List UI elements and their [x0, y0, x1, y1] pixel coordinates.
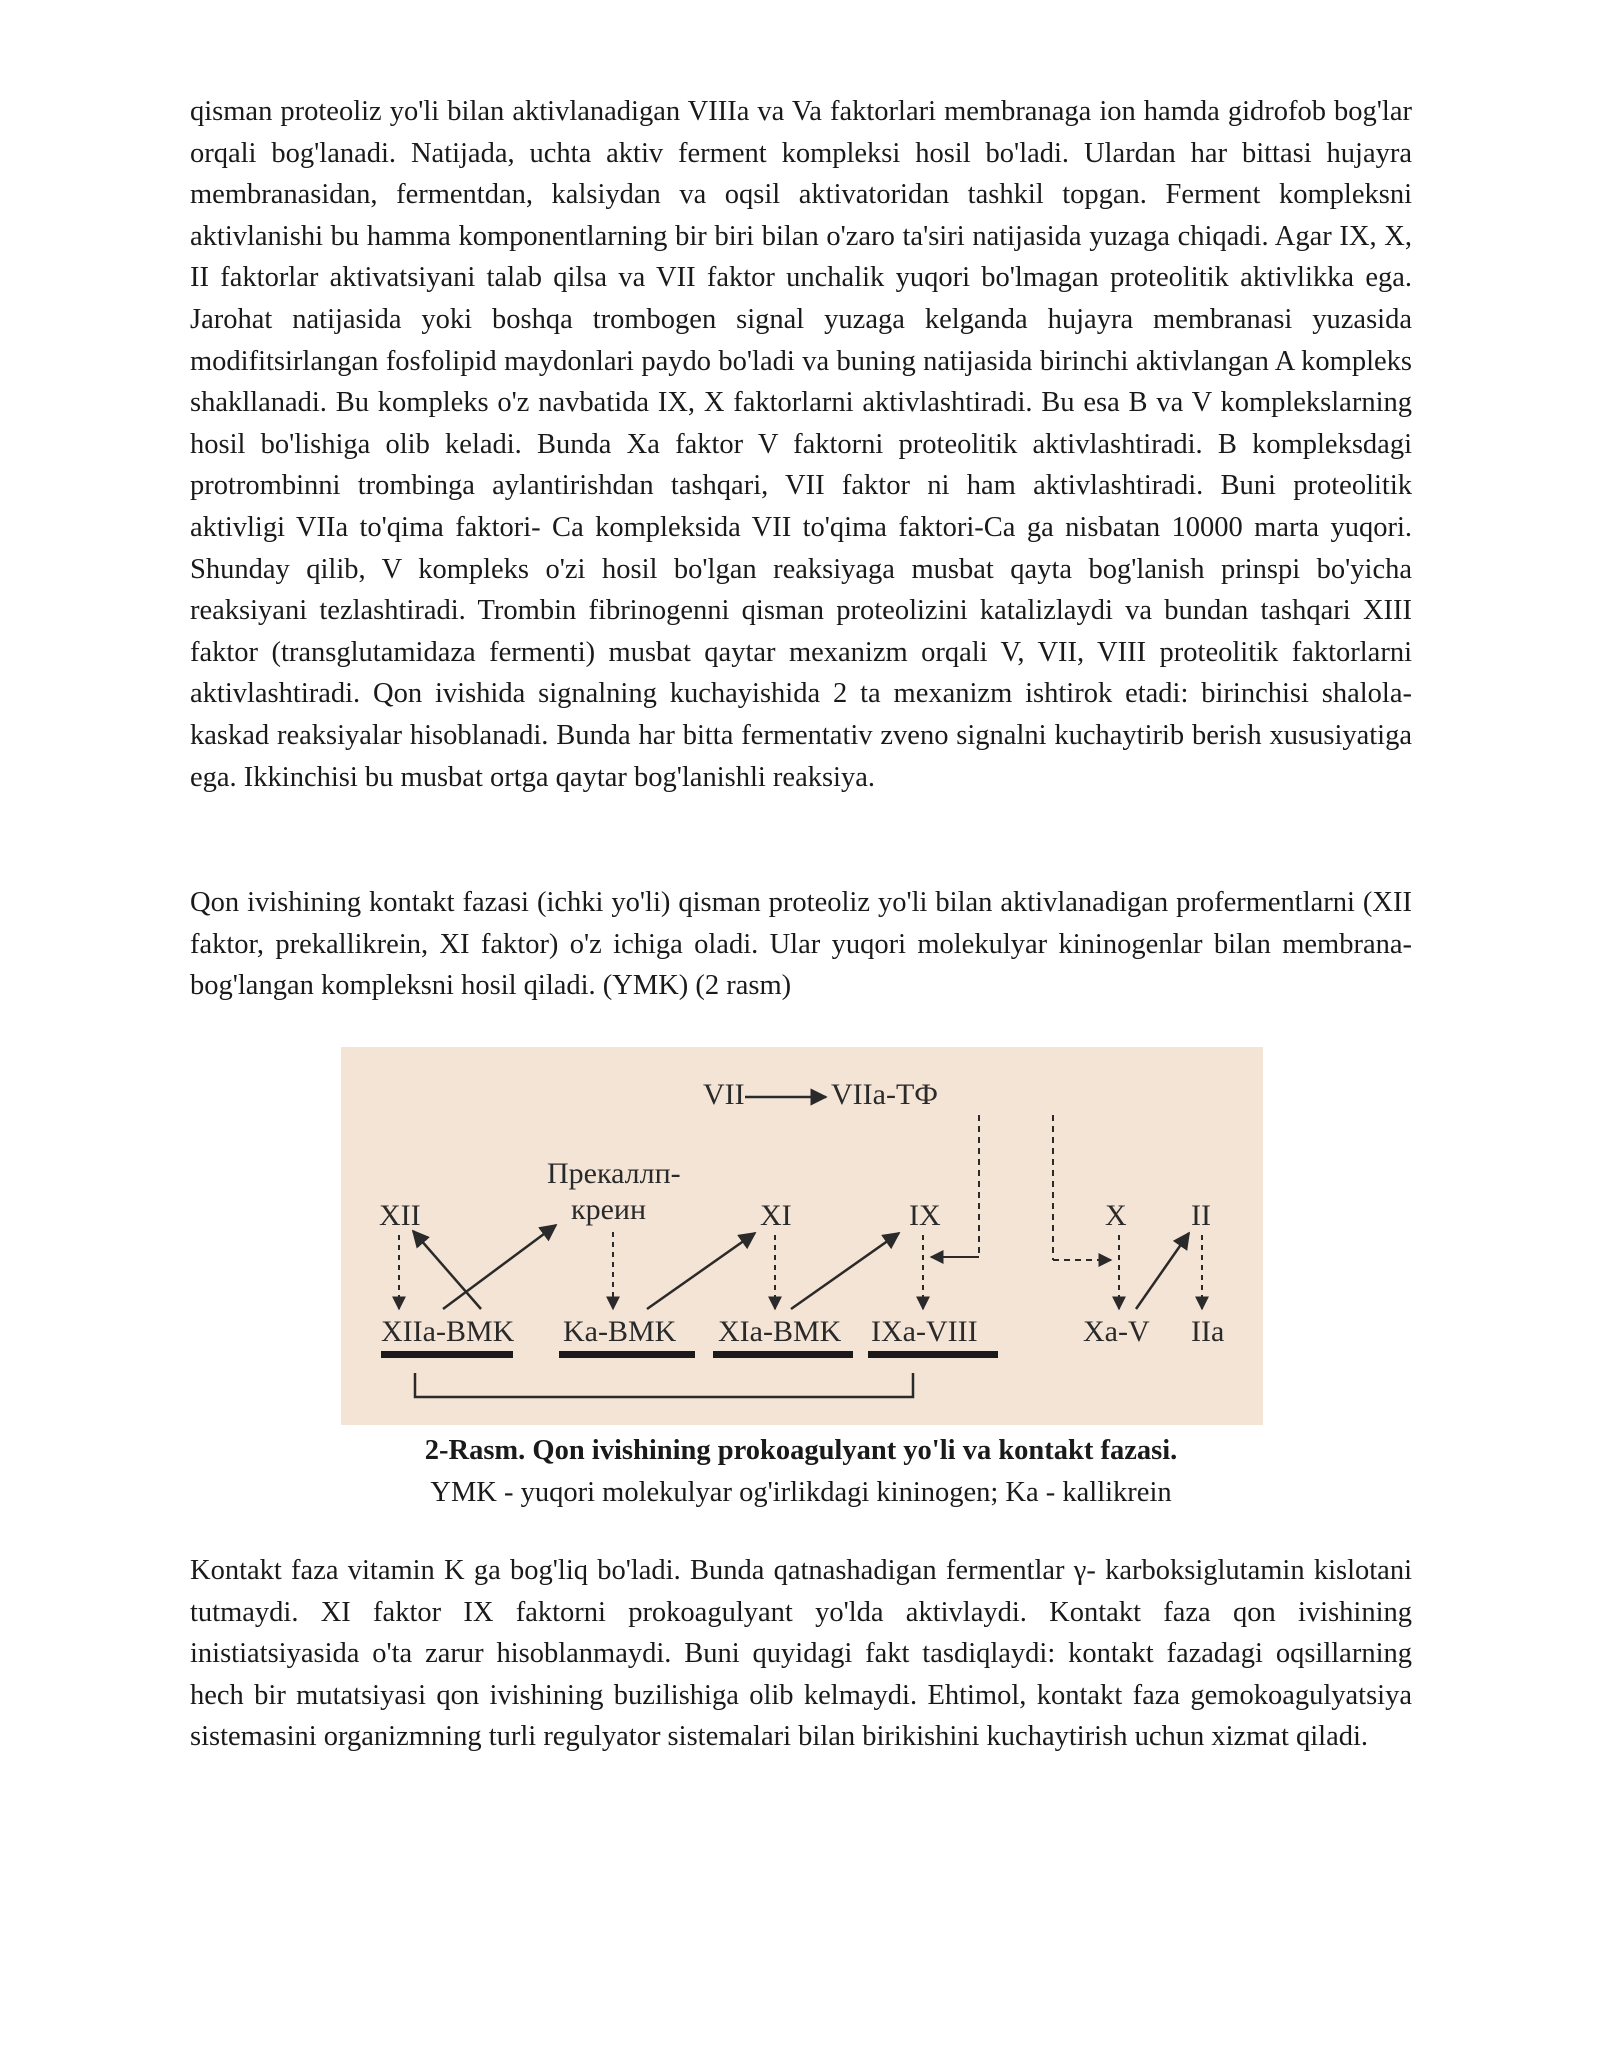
membrane-bar-xia: [713, 1351, 853, 1358]
paragraph-3: Kontakt faza vitamin K ga bog'liq bo'ladi. Bunda qatnashadigan fermentlar γ- karboksiglutamin kislotani tutmaydi. XI faktor IX faktorni prokoagulyant yo'lda aktivlaydi. Kontakt faza qon ivishining inistiatsiyasida o'ta zarur hisoblanmaydi. Buni quyidagi fakt tasdiqlaydi: kontakt fazadagi oqsillarning hech bir mutatsiyasi qon ivishining buzilishiga olib kelmaydi. Ehtimol, kontakt faza gemokoagulyatsiya sistemasini organizmning turli regulyator sistemalari bilan birikishini kuchaytirish uchun xizmat qiladi.: [190, 1555, 1412, 1753]
label-xii: XII: [379, 1199, 421, 1232]
contact-phase-bracket: [415, 1373, 913, 1397]
arrow-to-ix: [791, 1233, 899, 1309]
coagulation-diagram: [341, 1047, 1263, 1425]
label-ii: II: [1191, 1199, 1211, 1232]
label-iia: IIa: [1191, 1315, 1225, 1348]
label-ka-bmk: Ka-BMK: [563, 1315, 677, 1348]
figure-caption-title: 2-Rasm. Qon ivishining prokoagulyant yo'li va kontakt fazasi.: [424, 1435, 1178, 1466]
label-prekallikrein-1: Прекаллп-: [547, 1157, 681, 1190]
label-vii: VII: [703, 1078, 745, 1111]
label-prekallikrein-2: креин: [571, 1193, 646, 1226]
label-ix: IX: [909, 1199, 941, 1232]
arrow-to-xi: [647, 1233, 755, 1309]
label-xa-v: Xa-V: [1083, 1315, 1150, 1348]
label-xia-bmk: XIa-BMK: [718, 1315, 842, 1348]
paragraph-1: qisman proteoliz yo'li bilan aktivlanadigan VIIIa va Va faktorlari membranaga ion hamda gidrofob bog'lar orqali bog'lanadi. Natijada, uchta aktiv ferment kompleksi hosil bo'ladi. Ulardan har bittasi hujayra membranasidan, fermentdan, kalsiydan va oqsil aktivatoridan tashkil topgan. Ferment kompleksni aktivlanishi bu hamma komponentlarning bir biri bilan o'zaro ta'siri natijasida yuzaga chiqadi. Agar IX, X, II faktorlar aktivatsiyani talab qilsa va VII faktor unchalik yuqori bo'lmagan proteolitik aktivlikka ega. Jarohat natijasida yoki boshqa trombogen signal yuzaga kelganda hujayra membranasi yuzasida modifitsirlangan fosfolipid maydonlari paydo bo'ladi va buning natijasida birinchi aktivlangan A kompleks shakllanadi. Bu kompleks o'z navbatida IX, X faktorlarni aktivlashtiradi. Bu esa B va V komplekslarning hosil bo'lishiga olib keladi. Bunda Xa faktor V faktorni proteolitik aktivlashtiradi. B kompleksdagi protrombinni trombinga aylantirishdan tashqari, VII faktor ni ham aktivlashtiradi. Buni proteolitik aktivligi VIIa to'qima faktori- Ca kompleksida VII to'qima faktori-Ca ga nisbatan 10000 marta yuqori. Shunday qilib, V kompleks o'zi hosil bo'lgan reaksiyaga musbat qayta bog'lanish prinspi bo'yicha reaksiyani tezlashtiradi. Trombin fibrinogenni qisman proteolizini katalizlaydi va bundan tashqari XIII faktor (transglutamidaza fermenti) musbat qaytar mexanizm orqali V, VII, VIII proteolitik faktorlarni aktivlashtiradi. Qon ivishida signalning kuchayishida 2 ta mexanizm ishtirok etadi: birinchisi shalola-kaskad reaksiyalar hisoblanadi. Bunda har bitta fermentativ zveno signalni kuchaytirib berish xususiyatiga ega. Ikkinchisi bu musbat ortga qaytar bog'lanishli reaksiya.: [190, 96, 1412, 793]
label-ixa-viii: IXa-VIII: [871, 1315, 978, 1348]
label-viia-tf: VIIa-TФ: [831, 1078, 938, 1111]
paragraph-2: Qon ivishining kontakt fazasi (ichki yo'li) qisman proteoliz yo'li bilan aktivlanadigan profermentlarni (XII faktor, prekallikrein, XI faktor) o'z ichiga oladi. Ular yuqori molekulyar kininogenlar bilan membrana-bog'langan kompleksni hosil qiladi. (YMK) (2 rasm): [190, 887, 1412, 1002]
membrane-bar-ka: [559, 1351, 695, 1358]
label-xiia-bmk: XIIa-BMK: [381, 1315, 515, 1348]
label-x: X: [1105, 1199, 1127, 1232]
arrow-xa-activates-ii: [1136, 1233, 1189, 1309]
figure-caption-subtitle: YMK - yuqori molekulyar og'irlikdagi kininogen; Ka - kallikrein: [430, 1477, 1172, 1508]
arrow-ka-activates-xii: [413, 1231, 481, 1309]
membrane-bar-xiia: [381, 1351, 513, 1358]
membrane-bar-ixa: [868, 1351, 998, 1358]
arrow-xiia-activates-prekallikrein: [443, 1225, 556, 1309]
label-xi: XI: [760, 1199, 792, 1232]
